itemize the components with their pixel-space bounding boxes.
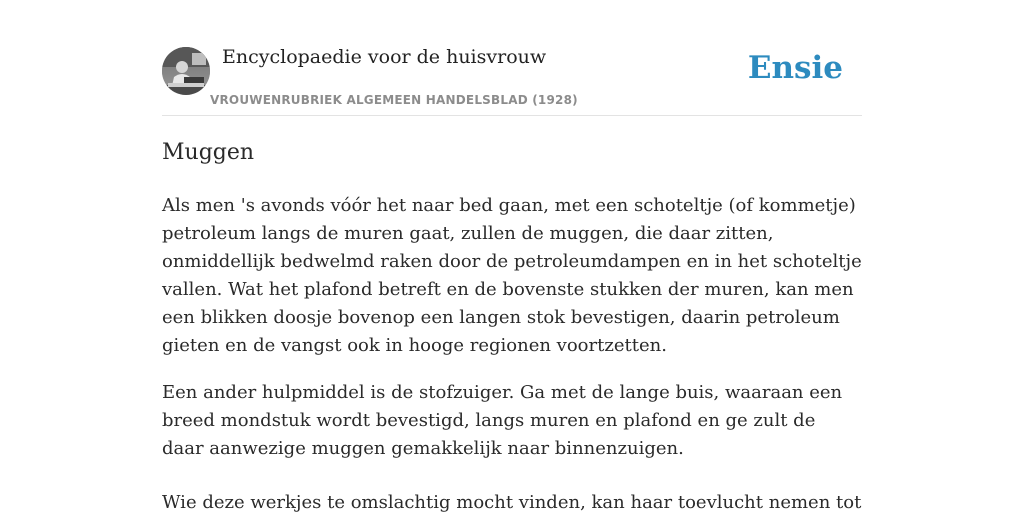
article-body: [162, 192, 862, 512]
site-title-link[interactable]: Encyclopaedie voor de huisvrouw: [222, 46, 547, 68]
article-title: Muggen: [162, 140, 255, 165]
site-header: [162, 0, 862, 116]
paragraph: Als men 's avonds vóór het naar bed gaan, met een schoteltje (of kommetje) petroleum langs de muren gaat, zullen de muggen, die daar zitten, onmiddellijk bedwelmd raken door de petroleumdampen en in het schoteltje vallen. Wat het plafond betreft en de bovenste stukken der muren, kan men een blikken doosje bovenop een langen stok bevestigen, daarin petroleum gieten en de vangst ook in hooge regionen voortzetten.: [162, 195, 862, 356]
avatar[interactable]: [162, 47, 210, 95]
brand-logo-link[interactable]: Ensie: [747, 50, 843, 86]
paragraph: Wie deze werkjes te omslachtig mocht vinden, kan haar toevlucht nemen tot: [162, 492, 862, 512]
paragraph: Een ander hulpmiddel is de stofzuiger. Ga met de lange buis, waaraan een breed mondstuk wordt bevestigd, langs muren en plafond en ge zult de daar aanwezige muggen gemakkelijk naar binnenzuigen.: [162, 382, 843, 459]
avatar-photo-icon: [162, 47, 210, 95]
content-container: [162, 0, 862, 512]
site-subtitle: VROUWENRUBRIEK ALGEMEEN HANDELSBLAD (1928): [210, 93, 578, 107]
